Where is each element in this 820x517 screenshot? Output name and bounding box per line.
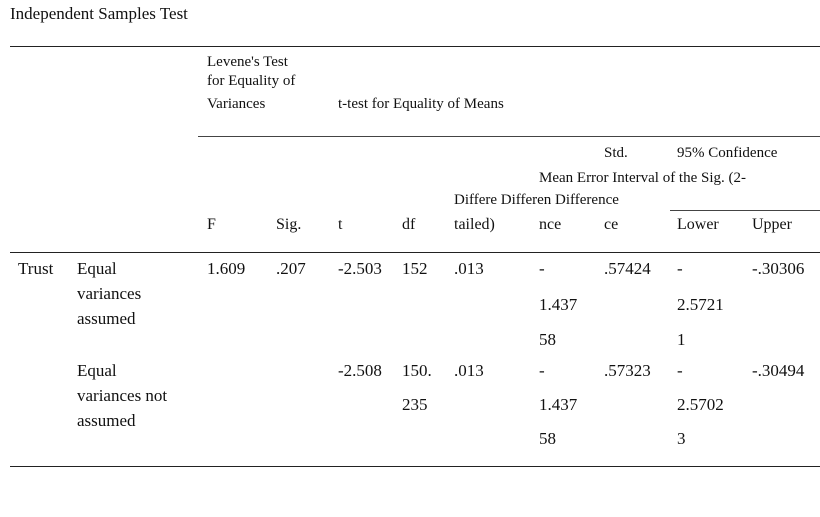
col-header-f: F: [207, 216, 216, 233]
cell-lower: 2.5702: [677, 395, 724, 414]
cell-lower: 2.5721: [677, 295, 724, 314]
col-header-nce: nce: [539, 216, 562, 233]
col-header-sig: Sig.: [276, 216, 302, 233]
cell-mean-difference: 58: [539, 330, 556, 349]
cell-std-error: .57424: [604, 259, 651, 278]
cell-lower: -: [677, 259, 683, 278]
cell-mean-difference: 58: [539, 429, 556, 448]
cell-f: 1.609: [207, 259, 246, 278]
cell-upper: -.30494: [752, 361, 805, 380]
cell-mean-difference: -: [539, 259, 545, 278]
row-label-line: assumed: [77, 411, 136, 430]
mean-error-header-line: Mean Error Interval of the Sig. (2-: [539, 170, 747, 186]
row-label-line: Equal: [77, 259, 117, 278]
row-group-label: Trust: [18, 259, 54, 278]
ttest-header: t-test for Equality of Means: [338, 96, 504, 112]
col-header-ce: ce: [604, 216, 619, 233]
table-title: Independent Samples Test: [10, 4, 188, 23]
row-label-line: Equal: [77, 361, 117, 380]
cell-sig: .207: [276, 259, 306, 278]
row-label-line: variances: [77, 284, 142, 303]
col-header-lower: Lower: [677, 216, 719, 233]
table-bottom-rule: [10, 466, 820, 467]
cell-t: -2.508: [338, 361, 382, 380]
std-header: Std.: [604, 145, 628, 161]
cell-sig-2-tailed: .013: [454, 361, 484, 380]
levene-header-line2: for Equality of: [207, 73, 296, 89]
levene-header-line1: Levene's Test: [207, 54, 288, 70]
cell-mean-difference: 1.437: [539, 395, 578, 414]
cell-df: 150.: [402, 361, 432, 380]
header-rule-upper: [198, 136, 820, 137]
col-header-t: t: [338, 216, 343, 233]
row-label-line: variances not: [77, 386, 168, 405]
cell-df: 152: [402, 259, 428, 278]
confidence-rule: [670, 210, 820, 211]
header-bottom-rule: [10, 252, 820, 253]
cell-mean-difference: 1.437: [539, 295, 578, 314]
cell-lower: 3: [677, 429, 686, 448]
col-header-tailed: tailed): [454, 216, 495, 233]
table-top-rule: [10, 46, 820, 47]
cell-sig-2-tailed: .013: [454, 259, 484, 278]
cell-df: 235: [402, 395, 428, 414]
cell-lower: -: [677, 361, 683, 380]
row-label-line: assumed: [77, 309, 136, 328]
cell-upper: -.30306: [752, 259, 805, 278]
cell-std-error: .57323: [604, 361, 651, 380]
cell-t: -2.503: [338, 259, 382, 278]
levene-header-line3: Variances: [207, 96, 266, 112]
cell-lower: 1: [677, 330, 686, 349]
col-header-upper: Upper: [752, 216, 792, 233]
confidence-header: 95% Confidence: [677, 145, 778, 161]
cell-mean-difference: -: [539, 361, 545, 380]
col-header-df: df: [402, 216, 416, 233]
difference-header-line: Differe Differen Difference: [454, 192, 619, 208]
